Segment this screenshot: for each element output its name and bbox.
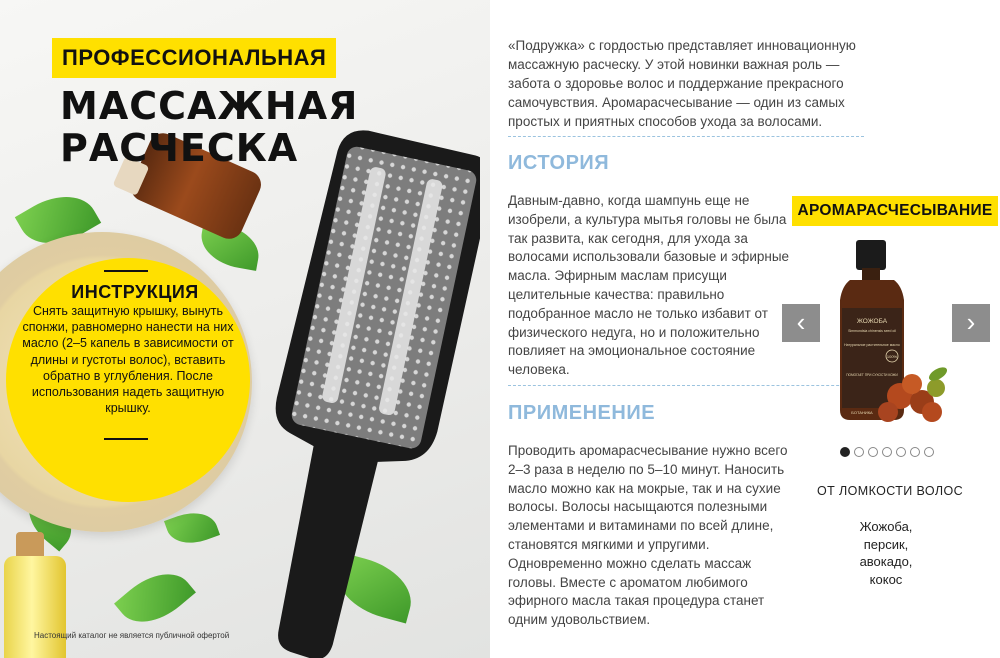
jojoba-fruit (927, 379, 945, 397)
carousel-dot[interactable] (896, 447, 906, 457)
bottle-cap (856, 240, 886, 270)
product-image[interactable] (828, 236, 952, 432)
ingredient-item: кокос (869, 571, 903, 587)
bottle-neck (862, 268, 880, 280)
carousel-dot[interactable] (854, 447, 864, 457)
usage-heading: ПРИМЕНЕНИЕ (508, 402, 656, 424)
jojoba-fruit (922, 402, 942, 422)
instruction-divider-bottom (104, 438, 148, 440)
bottle-brand: БОТАНИКА (851, 410, 873, 415)
carousel-dot[interactable] (840, 447, 850, 457)
intro-paragraph: «Подружка» с гордостью представляет инновационную массажную расческу. У этой новинки важная роль — забота о здоровье волос и поддержание прекрасного самочувствия. Аромарасчесывание — один из самых простых и приятных способов ухода за волосами. (508, 38, 856, 129)
carousel-dot[interactable] (868, 447, 878, 457)
ingredient-item: Жожоба, (859, 519, 913, 534)
instruction-divider-top (104, 270, 148, 272)
ingredient-item: авокадо, (859, 554, 913, 569)
hero-photo-panel (0, 0, 490, 658)
carousel-dot[interactable] (882, 447, 892, 457)
carousel-next-button[interactable]: › (952, 304, 990, 342)
instruction-title: ИНСТРУКЦИЯ (71, 282, 199, 302)
product-caption: ОТ ЛОМКОСТИ ВОЛОС (817, 484, 963, 498)
bottle-label-latin: Simmondsia chinensis seed oil (848, 329, 896, 333)
history-heading: ИСТОРИЯ (508, 152, 610, 174)
instruction-text: Снять защитную крышку, вынуть спонжи, равномерно нанести на них масло (2–5 капель в зависимости от длины и густоты волос), вставить обратно в углубления. После использования надеть защитную крышку. (22, 304, 234, 416)
carousel-prev-button[interactable]: ‹ (782, 304, 820, 342)
ingredients-list (836, 518, 936, 588)
section-divider (508, 385, 864, 386)
usage-text: Проводить аромарасчесывание нужно всего 2–3 раза в неделю по 5–10 минут. Наносить масло можно как на мокрые, так и на сухие волосы. Волосы насыщаются полезными элементами и витаминами по всей длине, становятся мягкими и упругими. Одновременно можно сделать массаж головы. Вместе с ароматом любимого эфирного масла такая процедура станет одним удовольствием. (508, 443, 788, 628)
page-title-line1: МАССАЖНАЯ (60, 84, 359, 128)
carousel-dot[interactable] (924, 447, 934, 457)
product-badge: АРОМАРАСЧЕСЫВАНИЕ (792, 196, 998, 226)
jojoba-fruit (878, 402, 898, 422)
bottle-label-percent: 100% (886, 354, 898, 359)
jojoba-fruit (902, 374, 922, 394)
oil-bottle (4, 556, 66, 658)
section-divider (508, 136, 864, 137)
basil-leaf-decoration (114, 559, 196, 638)
carousel-pagination (840, 447, 934, 457)
bottle-label-desc: Натуральное растительное масло (844, 343, 900, 347)
title-badge: ПРОФЕССИОНАЛЬНАЯ (52, 38, 336, 78)
page-title-line2: РАСЧЕСКА (60, 126, 299, 170)
bottle-label-claim: ПОМОГАЕТ ПРИ СУХОСТИ КОЖИ (846, 373, 898, 377)
bottle-label-title: ЖОЖОБА (856, 318, 888, 325)
disclaimer-text: Настоящий каталог не является публичной офертой (34, 631, 230, 640)
ingredient-item: персик, (863, 536, 909, 552)
history-text: Давным-давно, когда шампунь еще не изобрели, а культура мытья головы не была так развита, как сегодня, для ухода за волосами использовали базовые и эфирные масла. Эфирным маслам присущи целительные качества: правильно подобранное масло не только избавит от физического недуга, но и положительно повлияет на эмоциональное состояние человека. (508, 193, 790, 378)
carousel-dot[interactable] (910, 447, 920, 457)
